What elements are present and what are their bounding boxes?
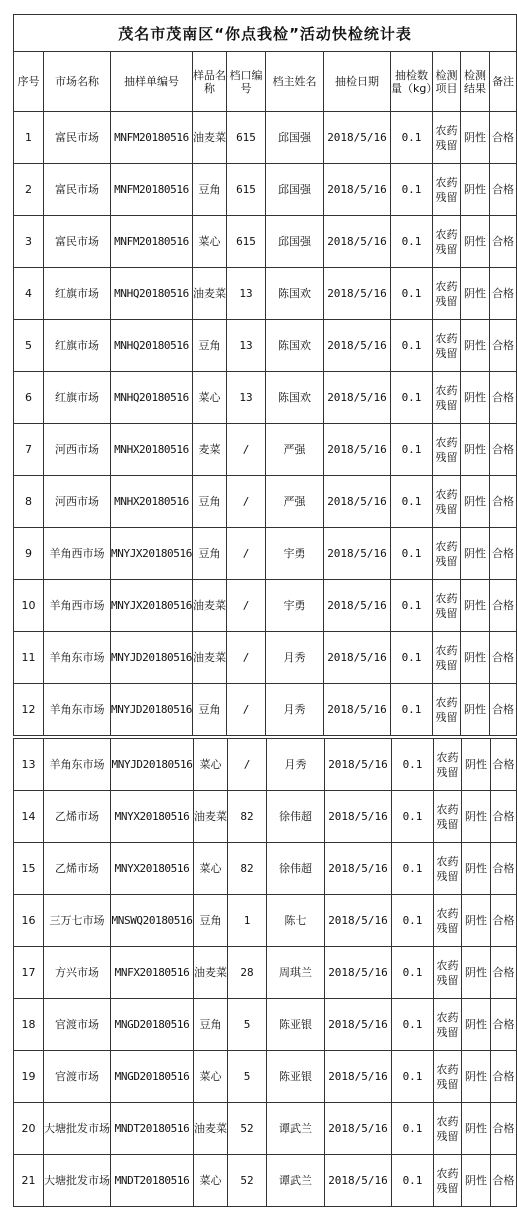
cell-note: 合格 [490,164,517,216]
cell-stall: 13 [227,372,266,424]
cell-owner: 邱国强 [266,164,324,216]
cell-owner: 陈七 [267,895,325,947]
cell-item: 农药残留 [434,1051,462,1103]
cell-stall: 13 [227,268,266,320]
header-date: 抽检日期 [324,52,391,112]
cell-no: 7 [14,424,44,476]
cell-result: 阴性 [461,632,490,684]
table-row [14,476,517,528]
cell-market: 官渡市场 [44,1051,111,1103]
cell-owner: 月秀 [266,684,324,736]
cell-sample: 豆角 [194,999,228,1051]
cell-note: 合格 [491,739,517,791]
table-row [14,216,517,268]
cell-no: 15 [14,843,44,895]
inspection-table-part2 [13,738,517,1207]
header-item: 检测项目 [433,52,461,112]
cell-date: 2018/5/16 [325,739,392,791]
cell-market: 富民市场 [44,112,111,164]
cell-date: 2018/5/16 [324,580,391,632]
cell-code: MNSWQ20180516 [111,895,194,947]
header-stall: 档口编号 [227,52,266,112]
cell-sample: 菜心 [194,739,228,791]
header-sample: 样品名称 [193,52,227,112]
cell-sample: 油麦菜 [193,112,227,164]
table-row [14,999,517,1051]
cell-result: 阴性 [462,895,491,947]
cell-no: 16 [14,895,44,947]
cell-result: 阴性 [461,164,490,216]
cell-qty: 0.1 [392,947,434,999]
cell-sample: 油麦菜 [193,632,227,684]
table-row [14,1103,517,1155]
cell-sample: 油麦菜 [194,947,228,999]
cell-item: 农药残留 [434,791,462,843]
cell-result: 阴性 [462,791,491,843]
cell-date: 2018/5/16 [325,843,392,895]
cell-sample: 豆角 [193,320,227,372]
cell-item: 农药残留 [433,684,461,736]
cell-item: 农药残留 [433,580,461,632]
table-row [14,791,517,843]
cell-code: MNFM20180516 [111,112,193,164]
cell-qty: 0.1 [392,843,434,895]
table-row [14,320,517,372]
cell-code: MNDT20180516 [111,1155,194,1207]
cell-result: 阴性 [462,947,491,999]
cell-item: 农药残留 [434,1103,462,1155]
cell-code: MNFX20180516 [111,947,194,999]
cell-date: 2018/5/16 [325,1051,392,1103]
cell-note: 合格 [490,268,517,320]
cell-date: 2018/5/16 [324,268,391,320]
cell-owner: 陈国欢 [266,320,324,372]
table-row [14,1155,517,1207]
cell-stall: 615 [227,112,266,164]
cell-item: 农药残留 [433,268,461,320]
cell-owner: 徐伟超 [267,791,325,843]
cell-no: 11 [14,632,44,684]
cell-date: 2018/5/16 [324,164,391,216]
cell-stall: 82 [228,843,267,895]
cell-item: 农药残留 [433,476,461,528]
cell-item: 农药残留 [433,372,461,424]
cell-code: MNHX20180516 [111,424,193,476]
cell-market: 三万七市场 [44,895,111,947]
inspection-table-part1 [13,14,517,736]
cell-owner: 陈国欢 [266,268,324,320]
cell-stall: / [228,739,267,791]
cell-qty: 0.1 [391,320,433,372]
cell-sample: 菜心 [193,372,227,424]
cell-sample: 油麦菜 [194,1103,228,1155]
header-row [14,52,517,112]
cell-market: 河西市场 [44,424,111,476]
cell-note: 合格 [490,528,517,580]
table-row [14,528,517,580]
header-result: 检测结果 [461,52,490,112]
cell-sample: 豆角 [193,684,227,736]
cell-stall: / [227,424,266,476]
cell-no: 9 [14,528,44,580]
cell-qty: 0.1 [392,1103,434,1155]
cell-qty: 0.1 [392,1051,434,1103]
cell-item: 农药残留 [433,632,461,684]
table-row [14,580,517,632]
cell-code: MNYX20180516 [111,843,194,895]
cell-market: 红旗市场 [44,320,111,372]
cell-result: 阴性 [461,528,490,580]
cell-result: 阴性 [462,999,491,1051]
cell-item: 农药残留 [433,320,461,372]
cell-market: 方兴市场 [44,947,111,999]
table-row [14,947,517,999]
cell-no: 3 [14,216,44,268]
table-row [14,684,517,736]
cell-code: MNHX20180516 [111,476,193,528]
header-code: 抽样单编号 [111,52,193,112]
cell-note: 合格 [491,895,517,947]
cell-owner: 月秀 [266,632,324,684]
table-body-part1 [14,112,517,736]
cell-note: 合格 [491,843,517,895]
cell-market: 乙烯市场 [44,791,111,843]
cell-result: 阴性 [462,739,491,791]
cell-no: 21 [14,1155,44,1207]
cell-item: 农药残留 [433,164,461,216]
cell-item: 农药残留 [433,528,461,580]
cell-code: MNGD20180516 [111,999,194,1051]
cell-market: 羊角东市场 [44,684,111,736]
cell-qty: 0.1 [392,739,434,791]
cell-result: 阴性 [462,1155,491,1207]
table-row [14,372,517,424]
cell-market: 乙烯市场 [44,843,111,895]
cell-stall: 615 [227,164,266,216]
cell-result: 阴性 [462,843,491,895]
header-qty: 抽检数量（kg） [391,52,433,112]
cell-note: 合格 [490,684,517,736]
cell-result: 阴性 [462,1103,491,1155]
cell-note: 合格 [491,1051,517,1103]
cell-qty: 0.1 [391,632,433,684]
cell-note: 合格 [491,1155,517,1207]
cell-code: MNHQ20180516 [111,320,193,372]
cell-code: MNFM20180516 [111,164,193,216]
cell-item: 农药残留 [434,843,462,895]
cell-no: 20 [14,1103,44,1155]
cell-date: 2018/5/16 [324,216,391,268]
table-row [14,632,517,684]
cell-owner: 徐伟超 [267,843,325,895]
cell-sample: 菜心 [194,1155,228,1207]
cell-sample: 豆角 [194,895,228,947]
cell-note: 合格 [491,999,517,1051]
cell-owner: 严强 [266,424,324,476]
cell-note: 合格 [491,947,517,999]
cell-no: 1 [14,112,44,164]
cell-result: 阴性 [461,580,490,632]
cell-sample: 菜心 [194,1051,228,1103]
cell-qty: 0.1 [391,268,433,320]
cell-date: 2018/5/16 [324,476,391,528]
cell-qty: 0.1 [391,580,433,632]
cell-item: 农药残留 [433,112,461,164]
cell-item: 农药残留 [434,947,462,999]
cell-owner: 宇勇 [266,580,324,632]
cell-sample: 油麦菜 [194,791,228,843]
cell-sample: 菜心 [194,843,228,895]
header-note: 备注 [490,52,517,112]
cell-date: 2018/5/16 [324,632,391,684]
cell-owner: 陈亚银 [267,1051,325,1103]
cell-qty: 0.1 [391,112,433,164]
cell-date: 2018/5/16 [325,1103,392,1155]
cell-code: MNHQ20180516 [111,268,193,320]
cell-market: 官渡市场 [44,999,111,1051]
cell-qty: 0.1 [392,999,434,1051]
cell-code: MNYJD20180516 [111,632,193,684]
cell-no: 14 [14,791,44,843]
cell-date: 2018/5/16 [324,528,391,580]
cell-stall: 52 [228,1155,267,1207]
cell-qty: 0.1 [391,476,433,528]
cell-stall: 82 [228,791,267,843]
header-no: 序号 [14,52,44,112]
cell-qty: 0.1 [391,424,433,476]
cell-no: 19 [14,1051,44,1103]
cell-note: 合格 [490,112,517,164]
cell-date: 2018/5/16 [324,684,391,736]
header-market: 市场名称 [44,52,111,112]
cell-sample: 麦菜 [193,424,227,476]
cell-note: 合格 [490,424,517,476]
cell-owner: 谭武兰 [267,1103,325,1155]
cell-owner: 严强 [266,476,324,528]
cell-qty: 0.1 [391,164,433,216]
cell-note: 合格 [490,580,517,632]
cell-date: 2018/5/16 [324,112,391,164]
cell-no: 2 [14,164,44,216]
cell-date: 2018/5/16 [325,791,392,843]
cell-result: 阴性 [461,476,490,528]
cell-date: 2018/5/16 [325,1155,392,1207]
table-row [14,164,517,216]
cell-date: 2018/5/16 [325,999,392,1051]
header-owner: 档主姓名 [266,52,324,112]
cell-item: 农药残留 [434,999,462,1051]
cell-stall: / [227,632,266,684]
cell-result: 阴性 [461,216,490,268]
cell-owner: 谭武兰 [267,1155,325,1207]
cell-market: 羊角西市场 [44,528,111,580]
cell-item: 农药残留 [434,895,462,947]
cell-date: 2018/5/16 [324,372,391,424]
cell-owner: 邱国强 [266,112,324,164]
cell-item: 农药残留 [433,216,461,268]
cell-no: 17 [14,947,44,999]
cell-owner: 邱国强 [266,216,324,268]
cell-stall: / [227,684,266,736]
cell-stall: / [227,580,266,632]
cell-stall: 615 [227,216,266,268]
table-row [14,112,517,164]
cell-stall: 52 [228,1103,267,1155]
cell-owner: 陈亚银 [267,999,325,1051]
cell-note: 合格 [490,216,517,268]
cell-note: 合格 [491,1103,517,1155]
cell-code: MNYJD20180516 [111,684,193,736]
cell-stall: 5 [228,1051,267,1103]
table-row [14,1051,517,1103]
cell-owner: 宇勇 [266,528,324,580]
cell-sample: 豆角 [193,164,227,216]
cell-market: 红旗市场 [44,372,111,424]
cell-market: 红旗市场 [44,268,111,320]
cell-sample: 菜心 [193,216,227,268]
cell-sample: 豆角 [193,528,227,580]
cell-stall: 1 [228,895,267,947]
cell-code: MNYX20180516 [111,791,194,843]
cell-date: 2018/5/16 [325,895,392,947]
table-row [14,739,517,791]
cell-sample: 豆角 [193,476,227,528]
cell-item: 农药残留 [434,1155,462,1207]
cell-result: 阴性 [462,1051,491,1103]
cell-stall: 5 [228,999,267,1051]
cell-date: 2018/5/16 [324,424,391,476]
cell-note: 合格 [490,632,517,684]
cell-code: MNGD20180516 [111,1051,194,1103]
cell-code: MNYJX20180516 [111,580,193,632]
cell-result: 阴性 [461,424,490,476]
cell-qty: 0.1 [392,895,434,947]
cell-no: 6 [14,372,44,424]
cell-market: 羊角东市场 [44,632,111,684]
cell-note: 合格 [490,320,517,372]
cell-note: 合格 [490,372,517,424]
cell-no: 18 [14,999,44,1051]
cell-no: 8 [14,476,44,528]
table-title: 茂名市茂南区“你点我检”活动快检统计表 [14,15,517,52]
cell-code: MNHQ20180516 [111,372,193,424]
cell-result: 阴性 [461,268,490,320]
cell-date: 2018/5/16 [325,947,392,999]
cell-code: MNFM20180516 [111,216,193,268]
cell-market: 富民市场 [44,216,111,268]
cell-code: MNDT20180516 [111,1103,194,1155]
table-row [14,843,517,895]
cell-sample: 油麦菜 [193,268,227,320]
cell-no: 13 [14,739,44,791]
cell-market: 河西市场 [44,476,111,528]
cell-result: 阴性 [461,684,490,736]
cell-market: 羊角东市场 [44,739,111,791]
cell-market: 羊角西市场 [44,580,111,632]
cell-note: 合格 [490,476,517,528]
cell-no: 5 [14,320,44,372]
cell-stall: / [227,476,266,528]
cell-stall: 28 [228,947,267,999]
cell-no: 10 [14,580,44,632]
cell-code: MNYJD20180516 [111,739,194,791]
cell-code: MNYJX20180516 [111,528,193,580]
cell-qty: 0.1 [391,528,433,580]
cell-date: 2018/5/16 [324,320,391,372]
cell-result: 阴性 [461,320,490,372]
cell-item: 农药残留 [433,424,461,476]
cell-stall: / [227,528,266,580]
cell-qty: 0.1 [392,1155,434,1207]
cell-qty: 0.1 [391,216,433,268]
table-row [14,268,517,320]
cell-owner: 月秀 [267,739,325,791]
cell-qty: 0.1 [391,372,433,424]
cell-no: 12 [14,684,44,736]
table-row [14,895,517,947]
table-body-part2 [14,739,517,1207]
cell-market: 大塘批发市场 [44,1155,111,1207]
cell-no: 4 [14,268,44,320]
cell-owner: 周琪兰 [267,947,325,999]
cell-result: 阴性 [461,112,490,164]
table-row [14,424,517,476]
cell-market: 大塘批发市场 [44,1103,111,1155]
cell-note: 合格 [491,791,517,843]
cell-market: 富民市场 [44,164,111,216]
cell-sample: 油麦菜 [193,580,227,632]
cell-stall: 13 [227,320,266,372]
cell-qty: 0.1 [392,791,434,843]
cell-item: 农药残留 [434,739,462,791]
cell-qty: 0.1 [391,684,433,736]
cell-result: 阴性 [461,372,490,424]
cell-owner: 陈国欢 [266,372,324,424]
